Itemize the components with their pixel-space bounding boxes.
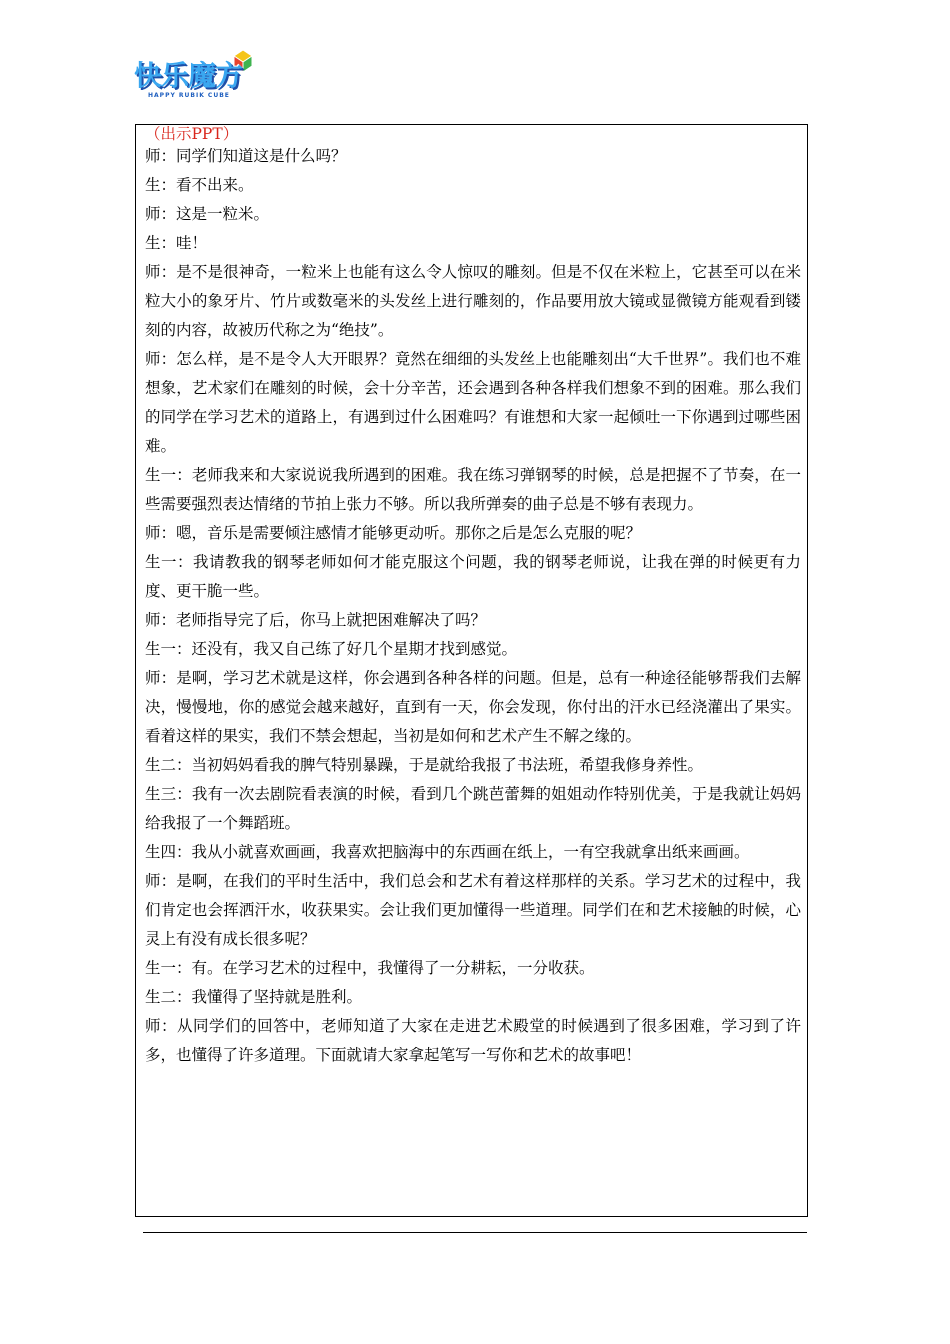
ppt-note: （出示PPT）: [145, 125, 239, 143]
dialogue-line: 师：怎么样，是不是令人大开眼界？竟然在细细的头发丝上也能雕刻出“大千世界”。我们也不难想象，艺术家们在雕刻的时候，会十分辛苦，还会遇到各种各样我们想象不到的困难。那么我们的同学在学习艺术的道路上，有遇到过什么困难吗？有谁想和大家一起倾吐一下你遇到过哪些困难。: [145, 350, 801, 455]
dialogue-line: 生一：我请教我的钢琴老师如何才能克服这个问题，我的钢琴老师说，让我在弹的时候更有力度、更干脆一些。: [145, 553, 801, 600]
dialogue-line: 生：哇！: [145, 234, 208, 252]
dialogue-line: 师：是啊，在我们的平时生活中，我们总会和艺术有着这样那样的关系。学习艺术的过程中，我们肯定也会挥洒汗水，收获果实。会让我们更加懂得一些道理。同学们在和艺术接触的时候，心灵上有没有成长很多呢？: [145, 872, 801, 948]
dialogue-line: 师：这是一粒米。: [145, 205, 270, 223]
dialogue-line: 生一：还没有，我又自己练了好几个星期才找到感觉。: [145, 640, 518, 658]
dialogue-line: 生一：有。在学习艺术的过程中，我懂得了一分耕耘，一分收获。: [145, 959, 595, 977]
dialogue-line: 师：嗯，音乐是需要倾注感情才能够更动听。那你之后是怎么克服的呢？: [145, 524, 642, 542]
footer-rule: [143, 1232, 807, 1233]
dialogue-line: 生一：老师我来和大家说说我所遇到的困难。我在练习弹钢琴的时候，总是把握不了节奏，在一些需要强烈表达情绪的节拍上张力不够。所以我所弹奏的曲子总是不够有表现力。: [145, 466, 801, 513]
dialogue-line: 师：是啊，学习艺术就是这样，你会遇到各种各样的问题。但是，总有一种途径能够帮我们去解决，慢慢地，你的感觉会越来越好，直到有一天，你会发现，你付出的汗水已经浇灌出了果实。看着这样的果实，我们不禁会想起，当初是如何和艺术产生不解之缘的。: [145, 669, 801, 745]
lesson-dialogue-box: [135, 124, 808, 1217]
dialogue-line: 师：从同学们的回答中，老师知道了大家在走进艺术殿堂的时候遇到了很多困难，学习到了许多，也懂得了许多道理。下面就请大家拿起笔写一写你和艺术的故事吧！: [145, 1017, 801, 1064]
dialogue-line: 师：是不是很神奇，一粒米上也能有这么令人惊叹的雕刻。但是不仅在米粒上，它甚至可以在米粒大小的象牙片、竹片或数毫米的头发丝上进行雕刻的，作品要用放大镜或显微镜方能观看到镂刻的内容，故被历代称之为“绝技”。: [145, 263, 801, 339]
dialogue-line: 生四：我从小就喜欢画画，我喜欢把脑海中的东西画在纸上，一有空我就拿出纸来画画。: [145, 843, 750, 861]
dialogue-line: 生三：我有一次去剧院看表演的时候，看到几个跳芭蕾舞的姐姐动作特别优美，于是我就让妈妈给我报了一个舞蹈班。: [145, 785, 801, 832]
dialogue-line: 师：老师指导完了后，你马上就把困难解决了吗？: [145, 611, 487, 629]
dialogue-line: 生二：我懂得了坚持就是胜利。: [145, 988, 363, 1006]
logo-text: 快乐魔方: [134, 59, 243, 92]
logo-subtitle: HAPPY RUBIK CUBE: [148, 92, 230, 99]
dialogue-line: 生：看不出来。: [145, 176, 254, 194]
dialogue-line: 师：同学们知道这是什么吗？: [145, 147, 347, 165]
dialogue-line: 生二：当初妈妈看我的脾气特别暴躁，于是就给我报了书法班，希望我修身养性。: [145, 756, 704, 774]
happy-rubik-cube-logo: [126, 42, 266, 106]
